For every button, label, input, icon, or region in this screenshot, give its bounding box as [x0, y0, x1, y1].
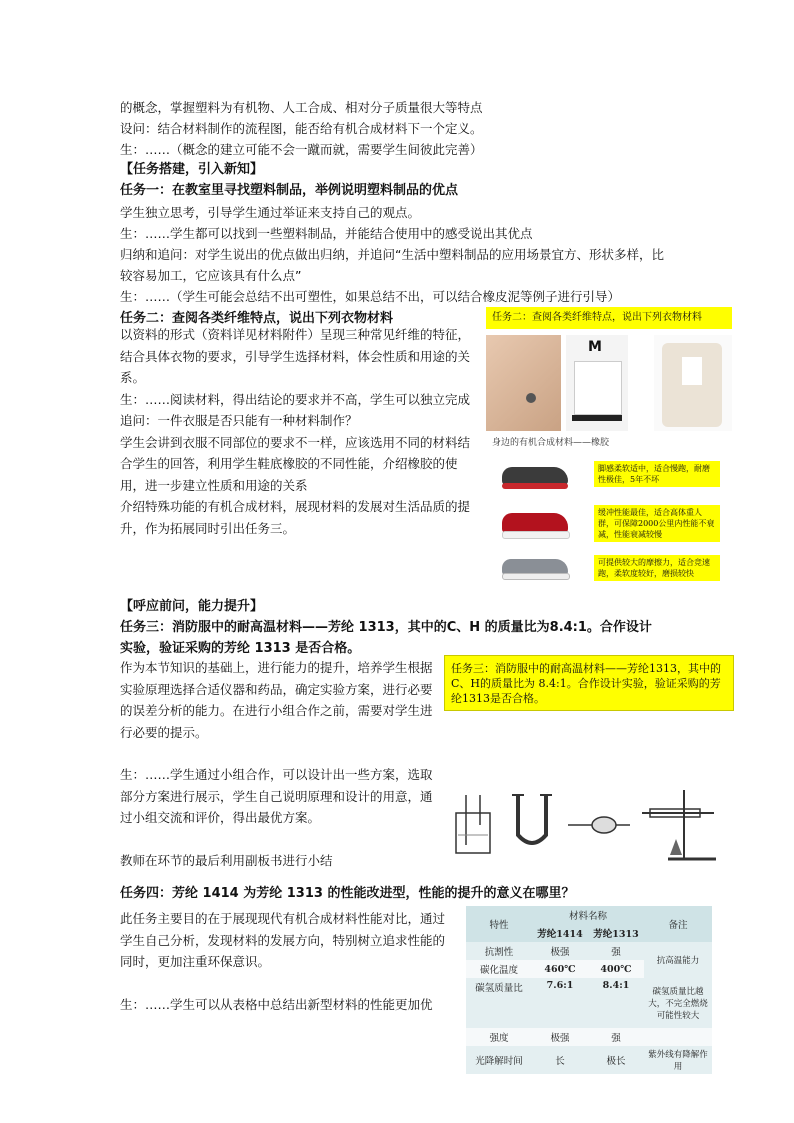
text-line: 较容易加工，它应该具有什么点”	[120, 268, 302, 283]
table-cell	[644, 1028, 712, 1046]
table-cell: 8.4:1	[602, 980, 630, 991]
table-cell: 7.6:1	[546, 980, 574, 991]
task2-image	[486, 307, 732, 587]
text-line: 生：……学生都可以找到一些塑料制品，并能结合使用中的感受说出其优点	[120, 226, 533, 241]
section-heading: 【任务搭建，引入新知】	[120, 162, 264, 177]
table-cell: 长	[555, 1056, 565, 1067]
task4-title: 任务四：芳纶 1414 为芳纶 1313 的性能改进型，性能的提升的意义在哪里？	[120, 886, 575, 901]
paragraph: 生：……学生通过小组合作，可以设计出一些方案，选取部分方案进行展示，学生自己说明原理和设计的用意，通过小组交流和评价，得出最优方案。	[120, 767, 433, 825]
shoe-caption: 可提供较大的摩擦力，适合竞速跑，柔软度较好，磨损较快	[594, 555, 720, 581]
table-header: 芳纶1414	[537, 929, 583, 940]
paragraph: 生：……阅读材料，得出结论的要求并不高，学生可以独立完成	[120, 391, 471, 407]
shoe-photo	[502, 505, 568, 541]
paragraph: 追问：一件衣服是否只能有一种材料制作？	[120, 413, 358, 428]
table-cell: 400℃	[600, 963, 632, 975]
table-row	[466, 1046, 712, 1074]
shoe-caption: 缓冲性能最佳，适合高体重人群，可保障2000公里内性能不衰减，性能衰减较慢	[594, 505, 720, 542]
table-row	[466, 942, 712, 960]
table-cell: 极强	[550, 947, 570, 958]
table-cell: 强度	[489, 1033, 509, 1044]
table-cell: 碳化温度	[479, 965, 518, 976]
text-line: 设问：结合材料制作的流程图，能否给有机合成材料下一个定义。	[120, 121, 483, 136]
section-heading: 【呼应前问，能力提升】	[120, 599, 264, 614]
task2-banner: 任务二：查阅各类纤维特点，说出下列衣物材料	[486, 307, 732, 329]
table-cell: 抗割性	[484, 947, 514, 958]
text-line: 归纳和追问：对学生说出的优点做出归纳，并追问“生活中塑料制品的应用场景宜方、形状多样，比	[120, 247, 664, 262]
table-cell: 强	[611, 1033, 621, 1044]
text-line: 生：……（概念的建立可能不会一蹴而就，需要学生间彼此完善）	[120, 142, 483, 157]
paragraph: 介绍特殊功能的有机合成材料，展现材料的发展对生活品质的提升，作为拓展同时引出任务三。	[120, 499, 471, 536]
cardigan-photo	[654, 335, 732, 431]
task3-body	[120, 657, 438, 871]
paragraph: 教师在环节的最后利用副板书进行小结	[120, 852, 333, 868]
text-line: 学生独立思考，引导学生通过举证来支持自己的观点。	[120, 205, 421, 220]
table-header: 备注	[668, 920, 688, 931]
paragraph: 以资料的形式（资料详见材料附件）呈现三种常见纤维的特征，结合具体衣物的要求，引导学生选择材料，体会性质和用途的关系。	[120, 327, 471, 385]
property-table	[466, 906, 712, 1074]
table-header: 特性	[489, 920, 509, 931]
table-cell: 极强	[550, 1033, 570, 1044]
table-cell: 抗高温能力	[656, 956, 700, 966]
table-cell: 光降解时间	[475, 1056, 523, 1067]
task3-banner: 任务三：消防服中的耐高温材料——芳纶1313，其中的C、H的质量比为 8.4:1。合作设计实验，验证采购的芳纶1313是否合格。	[444, 655, 734, 711]
table-row	[466, 1028, 712, 1046]
table-cell: 极长	[606, 1056, 626, 1067]
table-header: 芳纶1313	[593, 929, 639, 940]
table-row	[466, 978, 712, 1028]
task1-title: 任务一：在教室里寻找塑料制品，举例说明塑料制品的优点	[120, 183, 459, 198]
task2-subtitle: 身边的有机合成材料——橡胶	[492, 438, 610, 448]
table-cell: 碳氢质量比越大，不完全燃烧可能性较大	[648, 987, 708, 1021]
task4-body	[120, 908, 450, 1015]
paragraph: 作为本节知识的基础上，进行能力的提升，培养学生根据实验原理选择合适仪器和药品，确定实验方案，进行必要的误差分析的能力。在进行小组合作之前，需要对学生进行必要的提示。	[120, 660, 433, 740]
text-line: 的概念，掌握塑料为有机物、人工合成、相对分子质量很大等特点	[120, 100, 483, 115]
table-cell: 紫外线有降解作用	[648, 1050, 708, 1072]
table-header-row	[466, 906, 712, 924]
shoe-caption: 脚感柔软适中，适合慢跑，耐磨性极佳，5年不坏	[594, 461, 720, 487]
table-cell: 460℃	[544, 963, 576, 975]
task2-title: 任务二：查阅各类纤维特点，说出下列衣物材料	[120, 311, 394, 326]
apparatus-illustration	[444, 785, 734, 865]
task3-image	[444, 655, 734, 865]
task2-body	[120, 324, 478, 539]
table-cell: 强	[611, 947, 621, 958]
text-line: 生：……（学生可能会总结不出可塑性，如果总结不出，可以结合橡皮泥等例子进行引导）	[120, 289, 621, 304]
table-cell: 碳氢质量比	[475, 983, 523, 994]
task3-title: 实验，验证采购的芳纶 1313 是否合格。	[120, 641, 361, 656]
paragraph: 此任务主要目的在于展现现代有机合成材料性能对比，通过学生自己分析，发现材料的发展方向，特别树立追求性能的同时，更加注重环保意识。	[120, 911, 446, 969]
shirt-photo: M	[566, 335, 628, 431]
paragraph: 生：……学生可以从表格中总结出新型材料的性能更加优	[120, 996, 433, 1012]
leg-photo	[486, 335, 561, 431]
table-header: 材料名称	[568, 911, 607, 922]
paragraph: 学生会讲到衣服不同部位的要求不一样，应该选用不同的材料结合学生的回答，利用学生鞋底橡胶的不同性能，介绍橡胶的使用，进一步建立性质和用途的关系	[120, 434, 471, 493]
shoe-photo	[502, 553, 568, 583]
shoe-photo	[502, 457, 568, 493]
task3-title: 任务三：消防服中的耐高温材料——芳纶 1313，其中的C、H 的质量比为8.4:1。合作设计	[120, 620, 652, 635]
